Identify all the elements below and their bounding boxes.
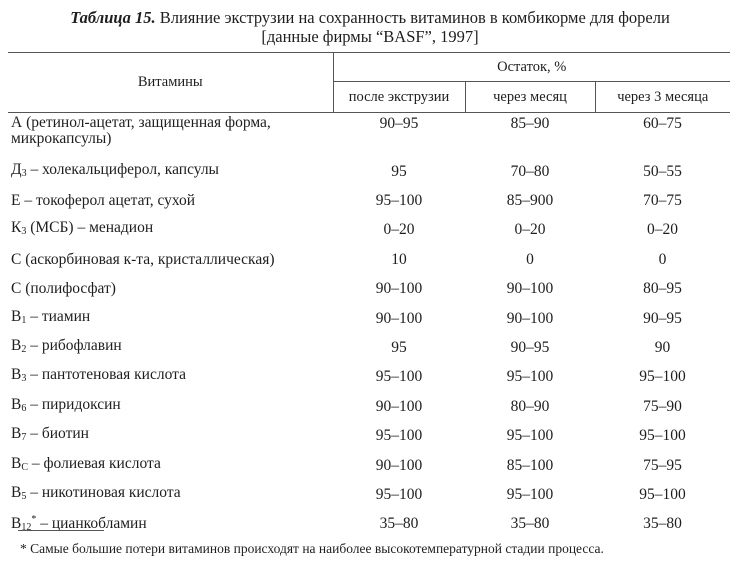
vitamin-subscript: 12 [21, 522, 32, 534]
retention-value: 95–100 [506, 368, 554, 386]
retention-value: 35–80 [643, 515, 682, 533]
table-title: Влияние экструзии на сохранность витаминов в комбикорме для форели [155, 8, 670, 27]
vitamin-letter: В [11, 307, 22, 325]
vitamin-description: – фолиевая кислота [28, 454, 161, 472]
subheader-after-extrusion: после экструзии [333, 82, 465, 113]
vitamin-name [8, 451, 333, 480]
table-row [8, 510, 730, 539]
caption-source: [данные фирмы “BASF”, 1997] [261, 27, 479, 46]
vitamin-subscript: 1 [21, 314, 27, 326]
vitamin-name [8, 157, 333, 186]
retention-value: 95–100 [375, 368, 423, 386]
table-row [8, 186, 730, 215]
vitamin-letter: В [11, 366, 22, 384]
table-label: Таблица 15. [70, 8, 156, 27]
retention-value: 35–80 [510, 515, 550, 533]
table-row [8, 113, 730, 158]
retention-value: 95–100 [375, 192, 423, 210]
retention-value: 90–95 [379, 115, 419, 132]
vitamin-subscript: С [21, 461, 29, 473]
retention-value: 35–80 [379, 515, 419, 533]
retention-value: 80–95 [643, 280, 682, 298]
subheader-after-3-months: через 3 месяца [595, 82, 730, 113]
retention-value: 0 [526, 250, 534, 268]
vitamin-subscript: 6 [21, 402, 27, 414]
table-row [8, 451, 730, 480]
vitamin-letter: К [11, 219, 22, 237]
retention-value: 75–95 [643, 456, 682, 474]
retention-value: 0–20 [383, 221, 415, 239]
vitamin-letter: В [11, 395, 22, 413]
vitamin-name [8, 422, 333, 451]
retention-value: 75–90 [643, 397, 682, 415]
retention-value: 95–100 [375, 427, 423, 445]
footnote: * Самые большие потери витаминов происходят на наиболее высокотемпературной стадии процесса. [20, 541, 604, 556]
retention-value: 95–100 [506, 485, 554, 503]
vitamin-description: – биотин [26, 425, 89, 443]
vitamin-letter: В [11, 454, 22, 472]
caption-line-1 [0, 8, 740, 27]
retention-value: 90–100 [375, 397, 423, 415]
retention-value: 90–95 [510, 339, 550, 357]
retention-value: 95–100 [375, 485, 423, 503]
footnote-marker: * [31, 514, 37, 526]
retention-value: 95–100 [639, 485, 686, 503]
vitamin-description: – никотиновая кислота [26, 483, 181, 501]
vitamin-letter: В [11, 515, 22, 533]
vitamin-description: – тиамин [26, 307, 91, 325]
table-row [8, 363, 730, 392]
vitamin-name [8, 216, 333, 245]
vitamin-description: – рибофлавин [26, 337, 122, 355]
vitamin-letter: Д [11, 160, 22, 178]
retention-value: 90–100 [375, 280, 423, 298]
vitamin-description: – холекальциферол, капсулы [26, 160, 219, 178]
retention-value: 70–75 [643, 192, 682, 210]
table-body [8, 113, 730, 540]
retention-value: 90–100 [375, 456, 423, 474]
vitamin-name: Е – токоферол ацетат, сухой [11, 192, 196, 210]
subheader-after-month: через месяц [465, 82, 595, 113]
table-caption [0, 8, 740, 46]
retention-value: 95–100 [506, 427, 554, 445]
vitamin-subscript: 5 [21, 490, 27, 502]
table-row [8, 245, 730, 274]
vitamin-name: С (полифосфат) [11, 280, 116, 298]
footnote-rule [18, 530, 104, 531]
retention-value: 90–95 [643, 309, 682, 327]
table-row [8, 333, 730, 362]
retention-value: 0 [658, 250, 667, 268]
retention-value: 95–100 [639, 427, 686, 445]
vitamin-letter: В [11, 483, 22, 501]
header-vitamins: Витамины [8, 53, 333, 113]
vitamin-name [8, 333, 333, 362]
vitamin-letter: В [11, 337, 22, 355]
table-row [8, 304, 730, 333]
retention-value: 70–80 [510, 162, 550, 180]
retention-value: 60–75 [643, 115, 682, 132]
header-remainder: Остаток, % [333, 53, 730, 82]
retention-value: 10 [391, 250, 407, 268]
vitamin-name [8, 304, 333, 333]
vitamin-name [8, 480, 333, 509]
vitamin-table [8, 52, 730, 539]
vitamin-description: (МСБ) – менадион [26, 219, 154, 237]
vitamin-name [8, 392, 333, 421]
vitamin-letter: В [11, 425, 22, 443]
retention-value: 90–100 [375, 309, 423, 327]
vitamin-subscript: 2 [21, 344, 27, 356]
retention-value: 85–100 [506, 456, 554, 474]
retention-value: 0–20 [647, 221, 678, 239]
vitamin-name [8, 363, 333, 392]
retention-value: 50–55 [643, 162, 682, 180]
retention-value: 90 [654, 339, 671, 357]
retention-value: 95 [391, 162, 407, 180]
retention-value: 90–100 [506, 309, 554, 327]
vitamin-subscript: 3 [21, 373, 27, 385]
vitamin-description: – пиридоксин [26, 395, 121, 413]
retention-value: 90–100 [506, 280, 554, 298]
retention-value: 85–90 [510, 115, 550, 132]
table-row [8, 275, 730, 304]
vitamin-description: – цианкобламин [36, 515, 147, 533]
vitamin-subscript: 7 [21, 432, 27, 444]
retention-value: 95–100 [639, 368, 686, 386]
vitamin-name: А (ретинол-ацетат, защищенная форма, микрокапсулы) [11, 114, 271, 147]
retention-value: 95 [391, 339, 407, 357]
vitamin-subscript: 3 [21, 226, 27, 238]
table-row [8, 216, 730, 245]
vitamin-subscript: 3 [21, 167, 27, 179]
retention-value: 80–90 [510, 397, 550, 415]
vitamin-name [8, 510, 333, 539]
vitamin-name: С (аскорбиновая к-та, кристаллическая) [11, 250, 275, 268]
retention-value: 85–900 [506, 192, 554, 210]
table-row [8, 422, 730, 451]
vitamin-description: – пантотеновая кислота [26, 366, 186, 384]
table-row [8, 392, 730, 421]
retention-value: 0–20 [514, 221, 546, 239]
table-row [8, 157, 730, 186]
table-row [8, 480, 730, 509]
